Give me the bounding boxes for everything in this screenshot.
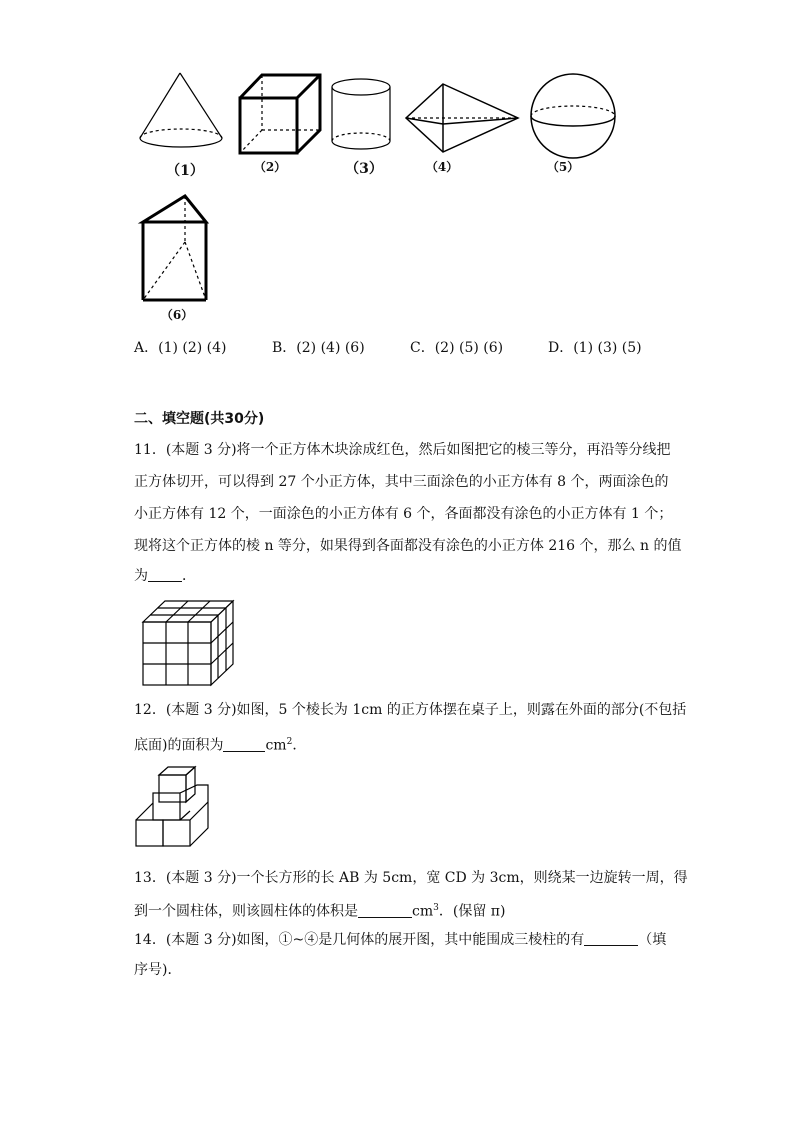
q11-suffix: ．	[182, 568, 196, 584]
q13-end: ．(保留 π)	[438, 903, 506, 920]
option-d: D．(1) (3) (5)	[548, 340, 642, 356]
figure-caption-1: （1）	[166, 163, 204, 179]
option-a: A．(1) (2) (4)	[134, 340, 227, 356]
figure-caption-4: （4）	[425, 160, 459, 174]
q14-line-1	[134, 930, 666, 950]
figure-caption-5: （5）	[546, 160, 580, 174]
figure-caption-6: （6）	[160, 308, 194, 322]
q13-line-2	[134, 898, 505, 922]
q14-prefix: 14．(本题 3 分)如图，①~④是几何体的展开图，其中能围成三棱柱的有	[134, 932, 585, 948]
q13-unit: cm	[412, 903, 434, 920]
section-title: 二、填空题(共30分)	[134, 411, 265, 427]
q13-answer-blank[interactable]	[358, 903, 412, 918]
q13-unit-sup: 3	[433, 903, 439, 913]
q12-end: ．	[292, 737, 307, 754]
q14-answer-blank[interactable]	[584, 931, 638, 946]
option-c: C．(2) (5) (6)	[410, 340, 504, 356]
q11-prefix: 为	[134, 568, 148, 584]
q13-line-1: 13．(本题 3 分)一个长方形的长 AB 为 5cm，宽 CD 为 3cm，则绕某一边旋转一周，得	[134, 870, 688, 886]
q12-prefix: 底面)的面积为	[134, 737, 224, 754]
figure-caption-2: （2）	[253, 160, 287, 174]
q11-line-2: 正方体切开，可以得到 27 个小正方体，其中三面涂色的小正方体有 8 个，两面涂色的	[134, 474, 669, 490]
q11-line-3: 小正方体有 12 个，一面涂色的小正方体有 6 个，各面都没有涂色的小正方体有 1 个；	[134, 506, 673, 522]
figure-caption-3: （3）	[345, 161, 383, 177]
q12-unit-sup: 2	[286, 737, 293, 747]
option-b: B．(2) (4) (6)	[272, 340, 365, 356]
q14-line-2: 序号)．	[134, 962, 182, 978]
q12-unit: cm	[265, 737, 287, 754]
q12-line-1: 12．(本题 3 分)如图，5 个棱长为 1cm 的正方体摆在桌子上，则露在外面的部分(不包括	[134, 702, 687, 718]
q11-line-4: 现将这个正方体的棱 n 等分，如果得到各面都没有涂色的小正方体 216 个，那么 n 的值	[134, 538, 682, 554]
q14-suffix: （填	[638, 932, 667, 948]
q13-prefix: 到一个圆柱体，则该圆柱体的体积是	[134, 903, 358, 920]
q11-line-1: 11．(本题 3 分)将一个正方体木块涂成红色，然后如图把它的棱三等分，再沿等分线把	[134, 442, 671, 458]
